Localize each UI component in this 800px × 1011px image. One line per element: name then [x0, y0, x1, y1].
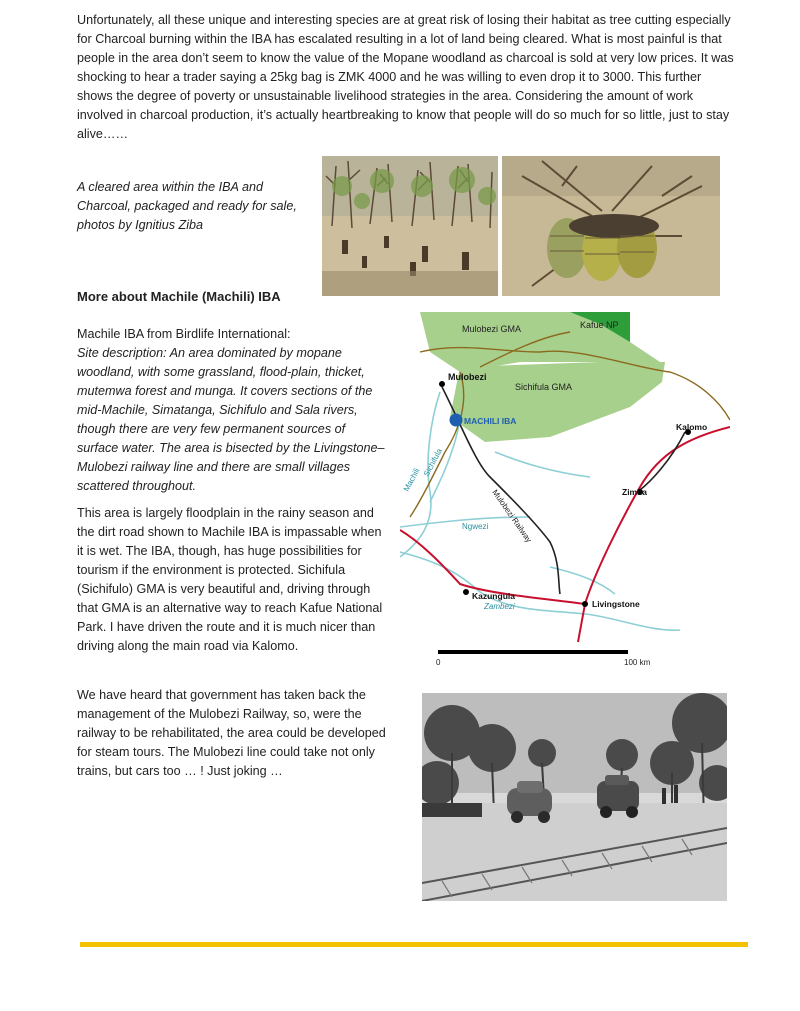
kalomo-label: Kalomo — [676, 422, 708, 432]
birdlife-source-line: Machile IBA from Birdlife International: — [77, 327, 291, 341]
zimba-label: Zimba — [622, 487, 648, 497]
photo-caption: A cleared area within the IBA and Charcoal, packaged and ready for sale, photos by Ignitius Ziba — [77, 180, 297, 232]
scale-bar — [438, 650, 628, 654]
railway-paragraph: We have heard that government has taken back the management of the Mulobezi Railway, so, were the railway to be rehabilitated, the area could be developed for steam tours. The Mulobezi line could take not only trains, but cars too … ! Just joking … — [77, 688, 386, 778]
sichifula-river-label: Sichifula — [421, 447, 444, 478]
mulobezi-label: Mulobezi — [448, 372, 487, 382]
section-heading: More about Machile (Machili) IBA — [77, 289, 281, 304]
machili-iba-marker — [450, 414, 463, 427]
machili-river-label: Machili — [401, 466, 422, 493]
charcoal-bags-photo — [502, 156, 720, 296]
kazungula-dot — [463, 589, 469, 595]
cleared-area-photo — [322, 156, 498, 296]
mulobezi-railway-label: Mulobezi Railway — [490, 487, 534, 545]
intro-paragraph: Unfortunately, all these unique and interesting species are at great risk of losing their habitat as tree cutting especially for Charcoal burning within the IBA has escalated resulting in a lot of land being cleared. What is most painful is that people in the area don’t seem to know the value of the Mopane woodland as charcoal is sold at very low prices. It was shocking to hear a trader saying a 25kg bag is ZMK 4000 and he was willing to even drop it to 3000. This further shows the degree of poverty or unsustainable livelihood strategies in the area. Considering the amount of work involved in charcoal production, it’s actually heartbreaking to know that people will do so much for so little, just to stay alive…… — [77, 13, 734, 141]
sichifula-gma-label: Sichifula GMA — [515, 382, 573, 392]
footer-accent-rule — [80, 942, 748, 947]
birdlife-description — [77, 325, 387, 496]
site-description: Site description: An area dominated by mopane woodland, with some grassland, flood-plain, thicket, mutemwa forest and munga. It covers sections of the mid-Machile, Simatanga, Sichifulo and Sala rivers, though there are very few permanent sources of surface water. The area is bisected by the Livingstone–Mulobezi railway line and there are small villages scattered throughout. — [77, 346, 385, 493]
scale-end-label: 100 km — [624, 658, 651, 667]
kazungula-label: Kazungula — [472, 591, 515, 601]
ngwezi-label: Ngwezi — [462, 522, 489, 531]
zambezi-label: Zambezi — [484, 602, 515, 611]
floodplain-paragraph: This area is largely floodplain in the rainy season and the dirt road shown to Machile IBA is impassable when it is wet. The IBA, though, has huge possibilities for tourism if the environment is protected. Sichifula (Sichifulo) GMA is very beautiful and, driving through that GMA is an alternative way to reach Kafue National Park. I have driven the route and it is much nicer than driving along the main road via Kalomo. — [77, 506, 383, 653]
mulobezi-railway-photo — [422, 693, 727, 901]
kafue-np-label: Kafue NP — [580, 320, 619, 330]
machili-iba-label: MACHILI IBA — [464, 416, 517, 426]
mulobezi-dot — [439, 381, 445, 387]
mulobezi-gma-label: Mulobezi GMA — [462, 324, 522, 334]
livingstone-label: Livingstone — [592, 599, 640, 609]
machili-map — [400, 312, 730, 672]
livingstone-dot — [582, 601, 588, 607]
scale-start-label: 0 — [436, 658, 441, 667]
